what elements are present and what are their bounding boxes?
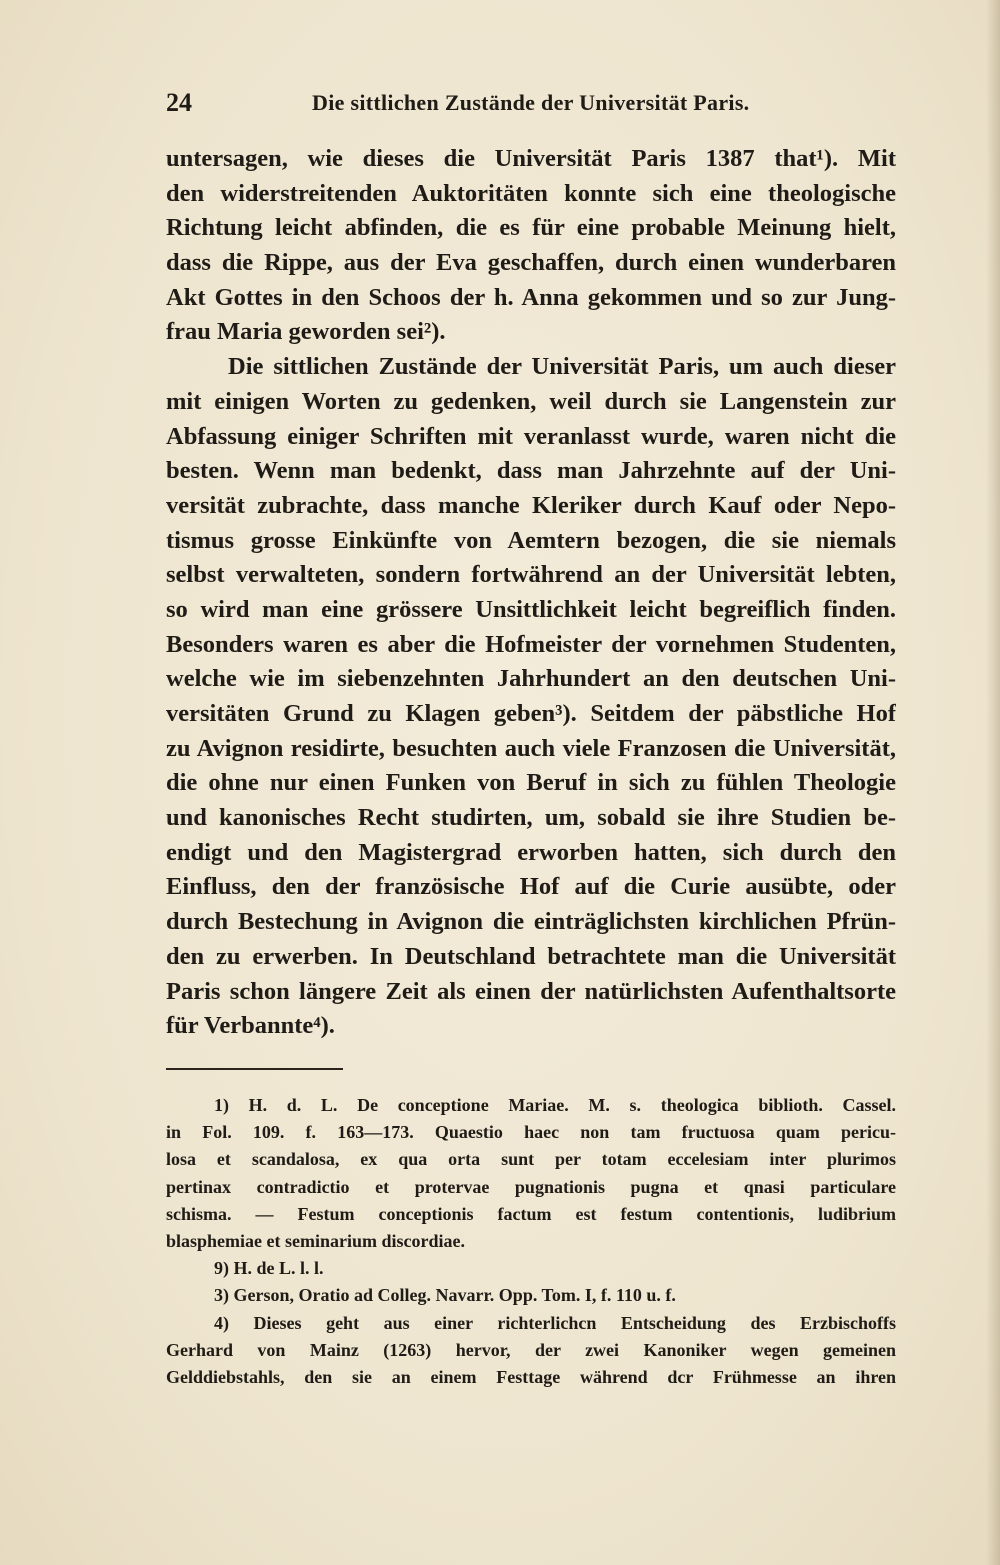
text-line: mit einigen Worten zu gedenken, weil durch sie Langenstein zur — [166, 387, 896, 415]
text-line: zu Avignon residirte, besuchten auch viele Franzosen die Universität, — [166, 734, 896, 762]
text-line: durch Bestechung in Avignon die einträglichsten kirchlichen Pfrün- — [166, 908, 896, 936]
text-line: besten. Wenn man bedenkt, dass man Jahrzehnte auf der Uni- — [166, 457, 896, 485]
text-line: dass die Rippe, aus der Eva geschaffen, durch einen wunderbaren — [166, 249, 896, 277]
text-line: versität zubrachte, dass manche Kleriker durch Kauf oder Nepo- — [166, 491, 896, 519]
text-line: Die sittlichen Zustände der Universität Paris, um auch dieser — [228, 353, 896, 381]
text-line: frau Maria geworden sei²). — [166, 318, 446, 346]
main-text — [166, 142, 896, 1044]
footnote-separator — [166, 1068, 343, 1070]
footnote-line: 4) Dieses geht aus einer richterlichcn Entscheidung des Erzbischoffs — [214, 1312, 896, 1333]
text-line: welche wie im siebenzehnten Jahrhundert an den deutschen Uni- — [166, 665, 896, 693]
footnote-line: blasphemiae et seminarium discordiae. — [166, 1230, 465, 1251]
footnote-line: Gelddiebstahls, den sie an einem Festtage während dcr Frühmesse an ihren — [166, 1366, 896, 1387]
text-line: Einfluss, den der französische Hof auf die Curie ausübte, oder — [166, 873, 896, 901]
footnote-line: 1) H. d. L. De conceptione Mariae. M. s. theologica biblioth. Cassel. — [214, 1095, 896, 1115]
text-line: Richtung leicht abfinden, die es für eine probable Meinung hielt, — [166, 214, 896, 242]
footnotes — [166, 1092, 896, 1391]
footnote-line: pertinax contradictio et protervae pugnationis pugna et qnasi particulare — [166, 1176, 896, 1197]
text-line: Besonders waren es aber die Hofmeister der vornehmen Studenten, — [166, 630, 896, 658]
footnote-line: Gerhard von Mainz (1263) hervor, der zwei Kanoniker wegen gemeinen — [166, 1339, 896, 1360]
text-line: Akt Gottes in den Schoos der h. Anna gekommen und so zur Jung- — [166, 283, 896, 311]
text-line: so wird man eine grössere Unsittlichkeit leicht begreiflich finden. — [166, 595, 896, 623]
footnote-line: in Fol. 109. f. 163—173. Quaestio haec non tam fructuosa quam pericu- — [166, 1122, 896, 1143]
text-line: untersagen, wie dieses die Universität Paris 1387 that¹). Mit — [166, 145, 896, 172]
page-edge-shadow — [986, 0, 1000, 1565]
footnote-line: schisma. — Festum conceptionis factum est festum contentionis, ludibrium — [166, 1203, 896, 1224]
text-line: endigt und den Magistergrad erworben hatten, sich durch den — [166, 838, 896, 866]
text-line: und kanonisches Recht studirten, um, sobald sie ihre Studien be- — [166, 804, 896, 832]
footnote-line: losa et scandalosa, ex qua orta sunt per totam eccelesiam inter plurimos — [166, 1149, 896, 1170]
footnote-line: 9) H. de L. l. l. — [214, 1258, 324, 1279]
running-head: Die sittlichen Zustände der Universität Paris. — [312, 90, 750, 115]
page-header — [166, 88, 896, 124]
text-line: Abfassung einiger Schriften mit veranlasst wurde, waren nicht die — [166, 422, 896, 450]
page-number: 24 — [166, 88, 192, 117]
text-line: selbst verwalteten, sondern fortwährend an der Universität lebten, — [166, 561, 896, 589]
footnote-line: 3) Gerson, Oratio ad Colleg. Navarr. Opp. Tom. I, f. 110 u. f. — [214, 1285, 676, 1306]
text-line: versitäten Grund zu Klagen geben³). Seitdem der päbstliche Hof — [166, 700, 896, 727]
text-line: für Verbannte⁴). — [166, 1012, 335, 1040]
text-line: die ohne nur einen Funken von Beruf in sich zu fühlen Theologie — [166, 769, 896, 797]
text-line: tismus grosse Einkünfte von Aemtern bezogen, die sie niemals — [166, 526, 896, 554]
text-line: den zu erwerben. In Deutschland betrachtete man die Universität — [166, 942, 896, 970]
text-line: den widerstreitenden Auktoritäten konnte sich eine theologische — [166, 179, 896, 207]
text-line: Paris schon längere Zeit als einen der natürlichsten Aufenthaltsorte — [166, 977, 896, 1005]
